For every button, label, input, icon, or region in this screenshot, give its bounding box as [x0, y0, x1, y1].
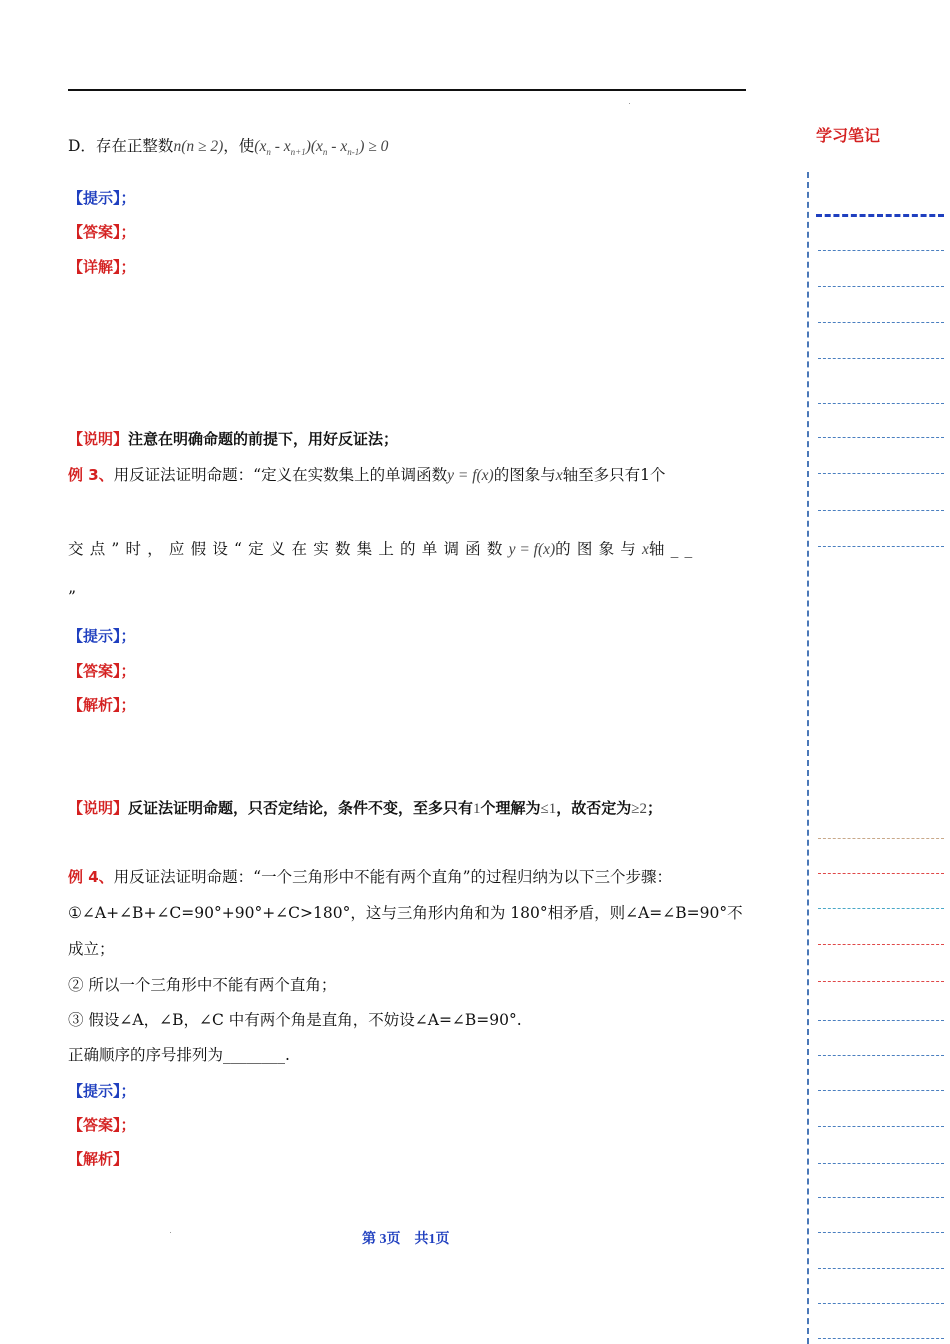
step-1-line-a: ①∠A+∠B+∠C=90°+90°+∠C>180°，这与三角形内角和为 180°相矛盾，则∠A=∠B=90°不	[68, 904, 743, 922]
note-1-text: 注意在明确命题的前提下，用好反证法；	[128, 430, 399, 448]
note-line[interactable]	[818, 1163, 944, 1164]
analysis-label-2: 【解析】	[68, 1150, 129, 1168]
option-d-expression: $(x_n - x_{n+1})(x_n - x_{n-1}) \ge 0$	[254, 138, 389, 157]
answer-label-3: 【答案】；	[68, 1116, 136, 1134]
note-line[interactable]	[818, 1338, 944, 1339]
note-1	[68, 428, 398, 449]
example-3-text-d: 交点”时，应假设“定义在实数集上的单调函数	[68, 540, 509, 558]
x-var: x	[555, 467, 563, 484]
x-var-2: x	[641, 541, 649, 558]
header-rule	[68, 89, 746, 91]
hint-label-1: 【提示】；	[68, 189, 136, 207]
note-line[interactable]	[818, 1020, 944, 1021]
step-3: ③ 假设∠A，∠B，∠C 中有两个角是直角，不妨设∠A=∠B=90°.	[68, 1011, 522, 1029]
note-line[interactable]	[818, 1055, 944, 1056]
note-2-one: 1	[473, 801, 481, 817]
notes-margin-line	[807, 172, 809, 1344]
example-4-intro-text: 用反证法证明命题：“一个三角形中不能有两个直角”的过程归纳为以下三个步骤：	[113, 868, 673, 886]
note-2-le1: ≤1	[540, 801, 557, 817]
note-2-text-d: ；	[647, 799, 663, 817]
example-3-text-c: 轴至多只有1个	[562, 466, 666, 484]
function-expr: y = f(x)	[447, 467, 494, 484]
note-line[interactable]	[818, 981, 944, 982]
note-line[interactable]	[818, 944, 944, 945]
note-line[interactable]	[818, 510, 944, 511]
example-4-title: 例 4、	[68, 868, 114, 886]
example-3-text-b: 的图象与	[493, 466, 556, 484]
note-2-ge2: ≥2	[631, 801, 648, 817]
footer-dot	[170, 1232, 171, 1233]
analysis-label-1: 【解析】；	[68, 696, 136, 714]
answer-label-1: 【答案】；	[68, 223, 136, 241]
detail-label: 【详解】；	[68, 258, 136, 276]
note-line[interactable]	[818, 403, 944, 404]
option-d-prefix: D．存在正整数	[68, 137, 174, 155]
page-footer	[362, 1228, 450, 1248]
page-total: 共1页	[414, 1232, 450, 1247]
example-3-text-e: 的图象与	[555, 540, 642, 558]
example-3-line-3: ”	[68, 588, 76, 606]
stray-dot	[629, 103, 630, 104]
note-line[interactable]	[818, 1303, 944, 1304]
note-line[interactable]	[818, 1232, 944, 1233]
example-3-line-1	[68, 465, 666, 486]
note-line[interactable]	[818, 322, 944, 323]
note-line[interactable]	[818, 250, 944, 251]
note-line[interactable]	[818, 546, 944, 547]
option-d	[68, 136, 388, 162]
answer-label-2: 【答案】；	[68, 662, 136, 680]
step-2: ② 所以一个三角形中不能有两个直角；	[68, 976, 337, 994]
note-line[interactable]	[818, 1126, 944, 1127]
step-1-line-b: 成立；	[68, 940, 115, 958]
note-2-text-a: 反证法证明命题，只否定结论，条件不变，至多只有	[128, 799, 474, 817]
note-2-tag: 【说明】	[68, 799, 129, 817]
notes-title: 学习笔记	[816, 126, 881, 145]
note-1-tag: 【说明】	[68, 430, 129, 448]
note-line[interactable]	[818, 1197, 944, 1198]
note-line[interactable]	[818, 286, 944, 287]
note-2-text-b: 个理解为	[480, 799, 541, 817]
option-d-mid: ，使	[223, 137, 255, 155]
hint-label-3: 【提示】；	[68, 1082, 136, 1100]
note-line[interactable]	[818, 358, 944, 359]
note-2	[68, 797, 662, 818]
note-line[interactable]	[818, 1090, 944, 1091]
function-expr-2: y = f(x)	[508, 541, 556, 558]
note-line[interactable]	[818, 473, 944, 474]
example-3-line-2	[68, 539, 698, 560]
note-line[interactable]	[818, 1268, 944, 1269]
example-3-title: 例 3、	[68, 466, 114, 484]
example-3-text-a: 用反证法证明命题：“定义在实数集上的单调函数	[113, 466, 448, 484]
note-line[interactable]	[818, 437, 944, 438]
note-line[interactable]	[818, 873, 944, 874]
note-2-text-c: ，故否定为	[556, 799, 632, 817]
question-line: 正确顺序的序号排列为________.	[68, 1046, 290, 1064]
example-3-text-f: 轴__	[648, 540, 699, 558]
hint-label-2: 【提示】；	[68, 627, 136, 645]
example-4-intro	[68, 867, 672, 887]
notes-top-divider	[816, 214, 944, 217]
page-number: 第 3页	[362, 1232, 401, 1247]
option-d-condition: n(n ≥ 2)	[173, 138, 224, 155]
note-line[interactable]	[818, 908, 944, 909]
note-line[interactable]	[818, 838, 944, 839]
